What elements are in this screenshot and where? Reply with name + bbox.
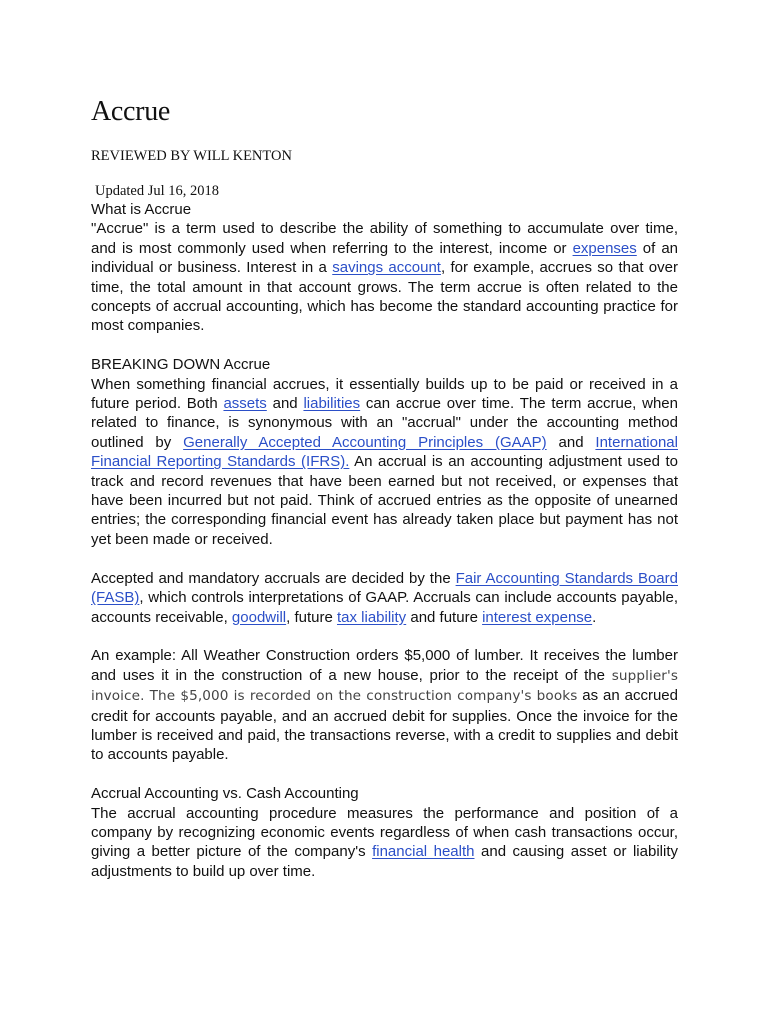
page-title: Accrue [91,96,171,127]
text-run: can accrue over time. The term accrue, when related to finance, is synonymous with an "accrual" under the accounting method outlined by [91,395,678,451]
link-liabilities[interactable]: liabilities [303,395,361,413]
section-heading-breaking-down: BREAKING DOWN Accrue [91,356,271,374]
text-run: and causing asset or liability adjustments to build up over time. [91,843,678,880]
text-run: and [266,395,304,413]
spacer [91,336,678,355]
spacer [91,627,678,646]
spacer [91,549,678,568]
link-fasb[interactable]: Fair Accounting Standards Board (FASB) [91,569,678,607]
link-gaap[interactable]: Generally Accepted Accounting Principles (GAAP) [183,433,547,451]
section-heading-accrual-vs-cash: Accrual Accounting vs. Cash Accounting [91,785,359,803]
text-run: and [546,433,596,451]
paragraph-example [91,646,678,764]
text-run: , for example, accrues so that over time, the total amount in that account grows. The term accrue is often related to the concepts of accrual accounting, which has become the standard accounting practice for most companies. [91,259,678,335]
paragraph-accrual-vs-cash [91,804,678,882]
paragraph-fasb [91,569,678,627]
link-financial-health[interactable]: financial health [372,843,475,861]
paragraph-definition [91,219,678,335]
text-run-light: supplier's invoice. The $5,000 is recorded on the construction company's books [91,667,678,705]
text-run: , future [286,608,337,626]
link-savings-account[interactable]: savings account [332,259,441,277]
updated-date: Updated Jul 16, 2018 [95,183,220,199]
text-run: , which controls interpretations of GAAP. Accruals can include accounts payable, accounts receivable, [91,589,678,626]
text-run: The accrual accounting procedure measures the performance and position of a company by recognizing economic events regardless of when cash transactions occur, giving a better picture of the company's [91,804,678,861]
section-heading-what-is: What is Accrue [91,201,192,218]
paragraph-breaking-down [91,375,678,550]
text-run: An accrual is an accounting adjustment used to track and record revenues that have been earned but not received, or expenses that have been incurred but not paid. Think of accrued entries as the opposite of unearned entries; the corresponding financial event has already taken place but payment has not yet been made or received. [91,453,678,548]
text-run: as an accrued credit for accounts payable, and an accrued debit for supplies. Once the invoice for the lumber is received and paid, the transactions reverse, with a credit to supplies and debit to accounts payable. [91,687,678,764]
article [91,96,678,881]
text-run: An example: All Weather Construction orders $5,000 of lumber. It receives the lumber and uses it in the construction of a new house, prior to the receipt of the [91,647,678,684]
reviewer-line: REVIEWED BY WILL KENTON [91,148,292,164]
text-run: and future [406,608,483,626]
text-run: Accepted and mandatory accruals are decided by the [91,569,456,587]
link-tax-liability[interactable]: tax liability [336,608,407,626]
text-run: . [592,608,597,626]
text-run: of an individual or business. Interest in a [91,239,679,277]
link-goodwill[interactable]: goodwill [231,608,287,626]
link-assets[interactable]: assets [223,395,267,413]
text-run: When something financial accrues, it essentially builds up to be paid or received in a future period. Both [91,375,678,413]
link-expenses[interactable]: expenses [572,239,637,257]
link-interest-expense[interactable]: interest expense [482,608,593,626]
link-ifrs[interactable]: International Financial Reporting Standards (IFRS). [91,433,678,471]
text-run: "Accrue" is a term used to describe the ability of something to accumulate over time, and is most commonly used when referring to the interest, income or [91,220,678,257]
spacer [91,765,678,784]
